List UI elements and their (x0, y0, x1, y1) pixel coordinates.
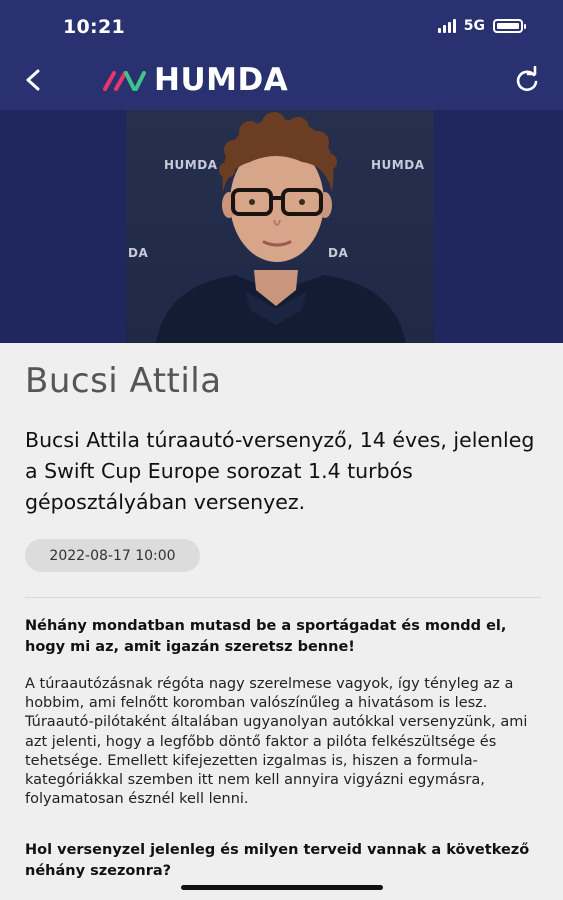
date-badge: 2022-08-17 10:00 (25, 539, 200, 572)
status-indicators (438, 18, 523, 34)
status-time: 10:21 (63, 16, 125, 38)
backdrop-logo-left: HUMDA (164, 158, 218, 172)
refresh-icon (513, 66, 541, 94)
home-indicator[interactable] (181, 885, 383, 890)
humda-logo-mark-icon (102, 65, 146, 95)
refresh-button[interactable] (513, 66, 541, 94)
person-illustration (126, 110, 434, 343)
interview-question-1: Néhány mondatban mutasd be a sportágadat és mondd el, hogy mi az, amit igazán szeretsz benne! (25, 618, 507, 655)
back-button[interactable] (20, 66, 46, 94)
chevron-left-icon (24, 68, 42, 92)
app-header (0, 0, 563, 110)
humda-logo (102, 62, 288, 98)
logo-text: HUMDA (154, 62, 289, 98)
hero-photo (0, 110, 563, 343)
article-lead: Bucsi Attila túraautó-versenyző, 14 éves, jelenleg a Swift Cup Europe sorozat 1.4 turbós géposztályában versenyez. (25, 428, 535, 514)
signal-icon (438, 19, 456, 33)
backdrop-text-right: DA (328, 246, 349, 260)
network-label: 5G (463, 18, 485, 34)
article-title: Bucsi Attila (25, 361, 222, 401)
interview-answer-1: A túraautózásnak régóta nagy szerelmese vagyok, így tényleg az a hobbim, ami felnőtt koromban valószínűleg a hivatásom is lesz. Túraautó-pilótaként általában ugyanolyan autókkal versenyzünk, ami azt jelenti, hogy a legfőbb döntő faktor a pilóta felkészültsége és tehetsége. Emellett kifejezetten izgalmas is, hiszen a formula-kategóriákkal szemben itt nem kell annyira vigyázni egymásra, folyamatosan észnél kell lenni. (25, 676, 528, 808)
divider (25, 597, 541, 598)
backdrop-text-left: DA (128, 246, 149, 260)
backdrop-logo-right: HUMDA (371, 158, 425, 172)
battery-icon (493, 19, 523, 33)
portrait-photo (126, 110, 434, 343)
interview-question-2: Hol versenyzel jelenleg és milyen terveid vannak a következő néhány szezonra? (25, 842, 530, 879)
